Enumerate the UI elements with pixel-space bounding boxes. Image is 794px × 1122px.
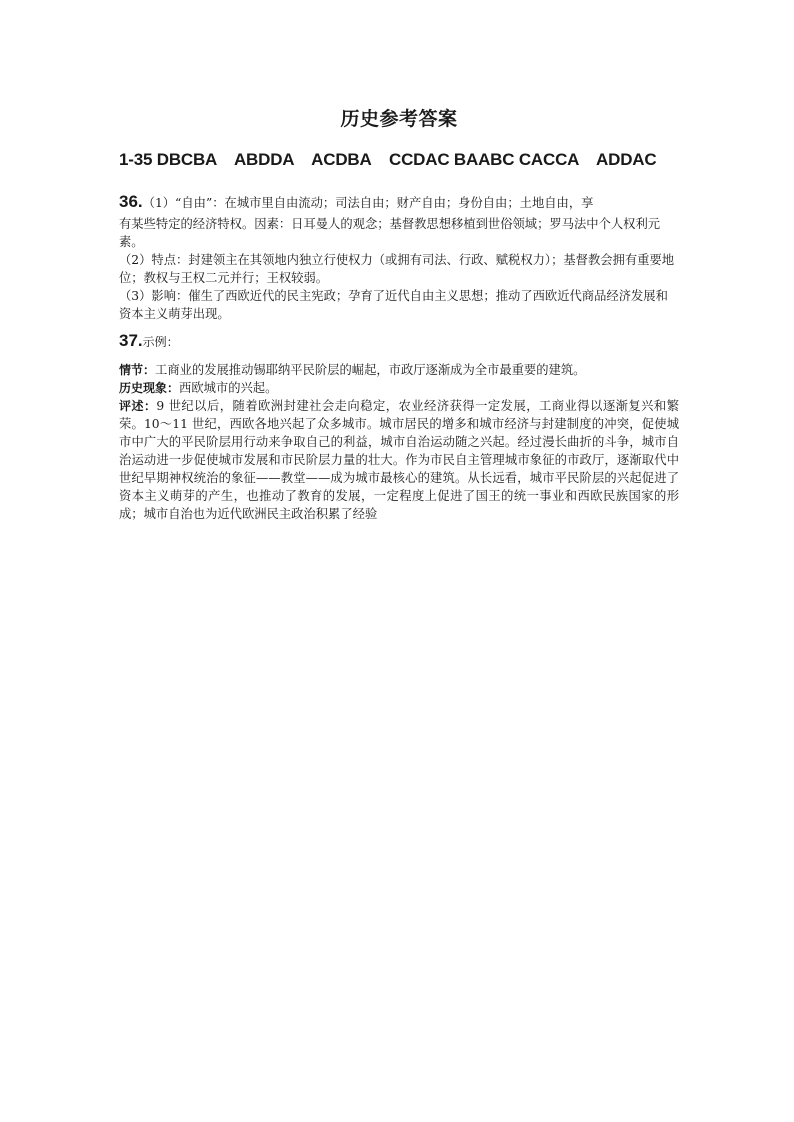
question-36-answer bbox=[119, 190, 679, 323]
comment-text: 9 世纪以后，随着欧洲封建社会走向稳定，农业经济获得一定发展，工商业得以逐渐复兴和繁荣。10～11 世纪，西欧各地兴起了众多城市。城市居民的增多和城市经济与封建制度的冲突，促使城市中广大的平民阶层用行动来争取自己的利益，城市自治运动随之兴起。经过漫长曲折的斗争，城市自治运动进一步促使城市发展和市民阶层力量的壮大。作为市民自主管理城市象征的市政厅，逐渐取代中世纪早期神权统治的象征——教堂——成为城市最核心的建筑。从长远看，城市平民阶层的兴起促进了资本主义萌芽的产生，也推动了教育的发展，一定程度上促进了国王的统一事业和西欧民族国家的形成；城市自治也为近代欧洲民主政治积累了经验 bbox=[119, 399, 679, 521]
question-37-phenomenon bbox=[119, 379, 679, 397]
plot-text: 工商业的发展推动锡耶纳平民阶层的崛起，市政厅逐渐成为全市最重要的建筑。 bbox=[155, 363, 586, 377]
comment-label: 评述： bbox=[119, 399, 157, 413]
phenomenon-text: 西欧城市的兴起。 bbox=[179, 381, 278, 395]
question-37-number: 37. bbox=[119, 331, 143, 350]
question-36-part1-rest: 有某些特定的经济特权。因素：日耳曼人的观念；基督教思想移植到世俗领域；罗马法中个人权利元素。 bbox=[119, 217, 661, 249]
question-36-part2: （2）特点：封建领主在其领地内独立行使权力（或拥有司法、行政、赋税权力）；基督教会拥有重要地位；教权与王权二元并行；王权较弱。 bbox=[119, 253, 675, 285]
page-title: 历史参考答案 bbox=[340, 108, 458, 130]
question-36-number: 36. bbox=[119, 192, 143, 211]
question-37-subtitle: 示例： bbox=[142, 335, 179, 349]
answer-document bbox=[119, 104, 679, 523]
question-36-part3: （3）影响：催生了西欧近代的民主宪政；孕育了近代自由主义思想；推动了西欧近代商品经济发展和资本主义萌芽出现。 bbox=[119, 289, 668, 321]
question-37-answer bbox=[119, 361, 679, 523]
plot-label: 情节： bbox=[119, 363, 156, 377]
question-37-comment bbox=[119, 397, 679, 523]
multiple-choice-answers: 1-35 DBCBA ABDDA ACDBA CCDAC BAABC CACCA ADDAC bbox=[119, 150, 657, 169]
phenomenon-label: 历史现象： bbox=[119, 381, 180, 395]
question-36-part1-line1: （1）“自由”：在城市里自由流动；司法自由；财产自由；身份自由；土地自由，享 bbox=[142, 196, 594, 210]
question-37-plot bbox=[119, 361, 679, 379]
question-36-part1-first-line bbox=[119, 190, 679, 215]
question-37-header bbox=[119, 331, 679, 351]
